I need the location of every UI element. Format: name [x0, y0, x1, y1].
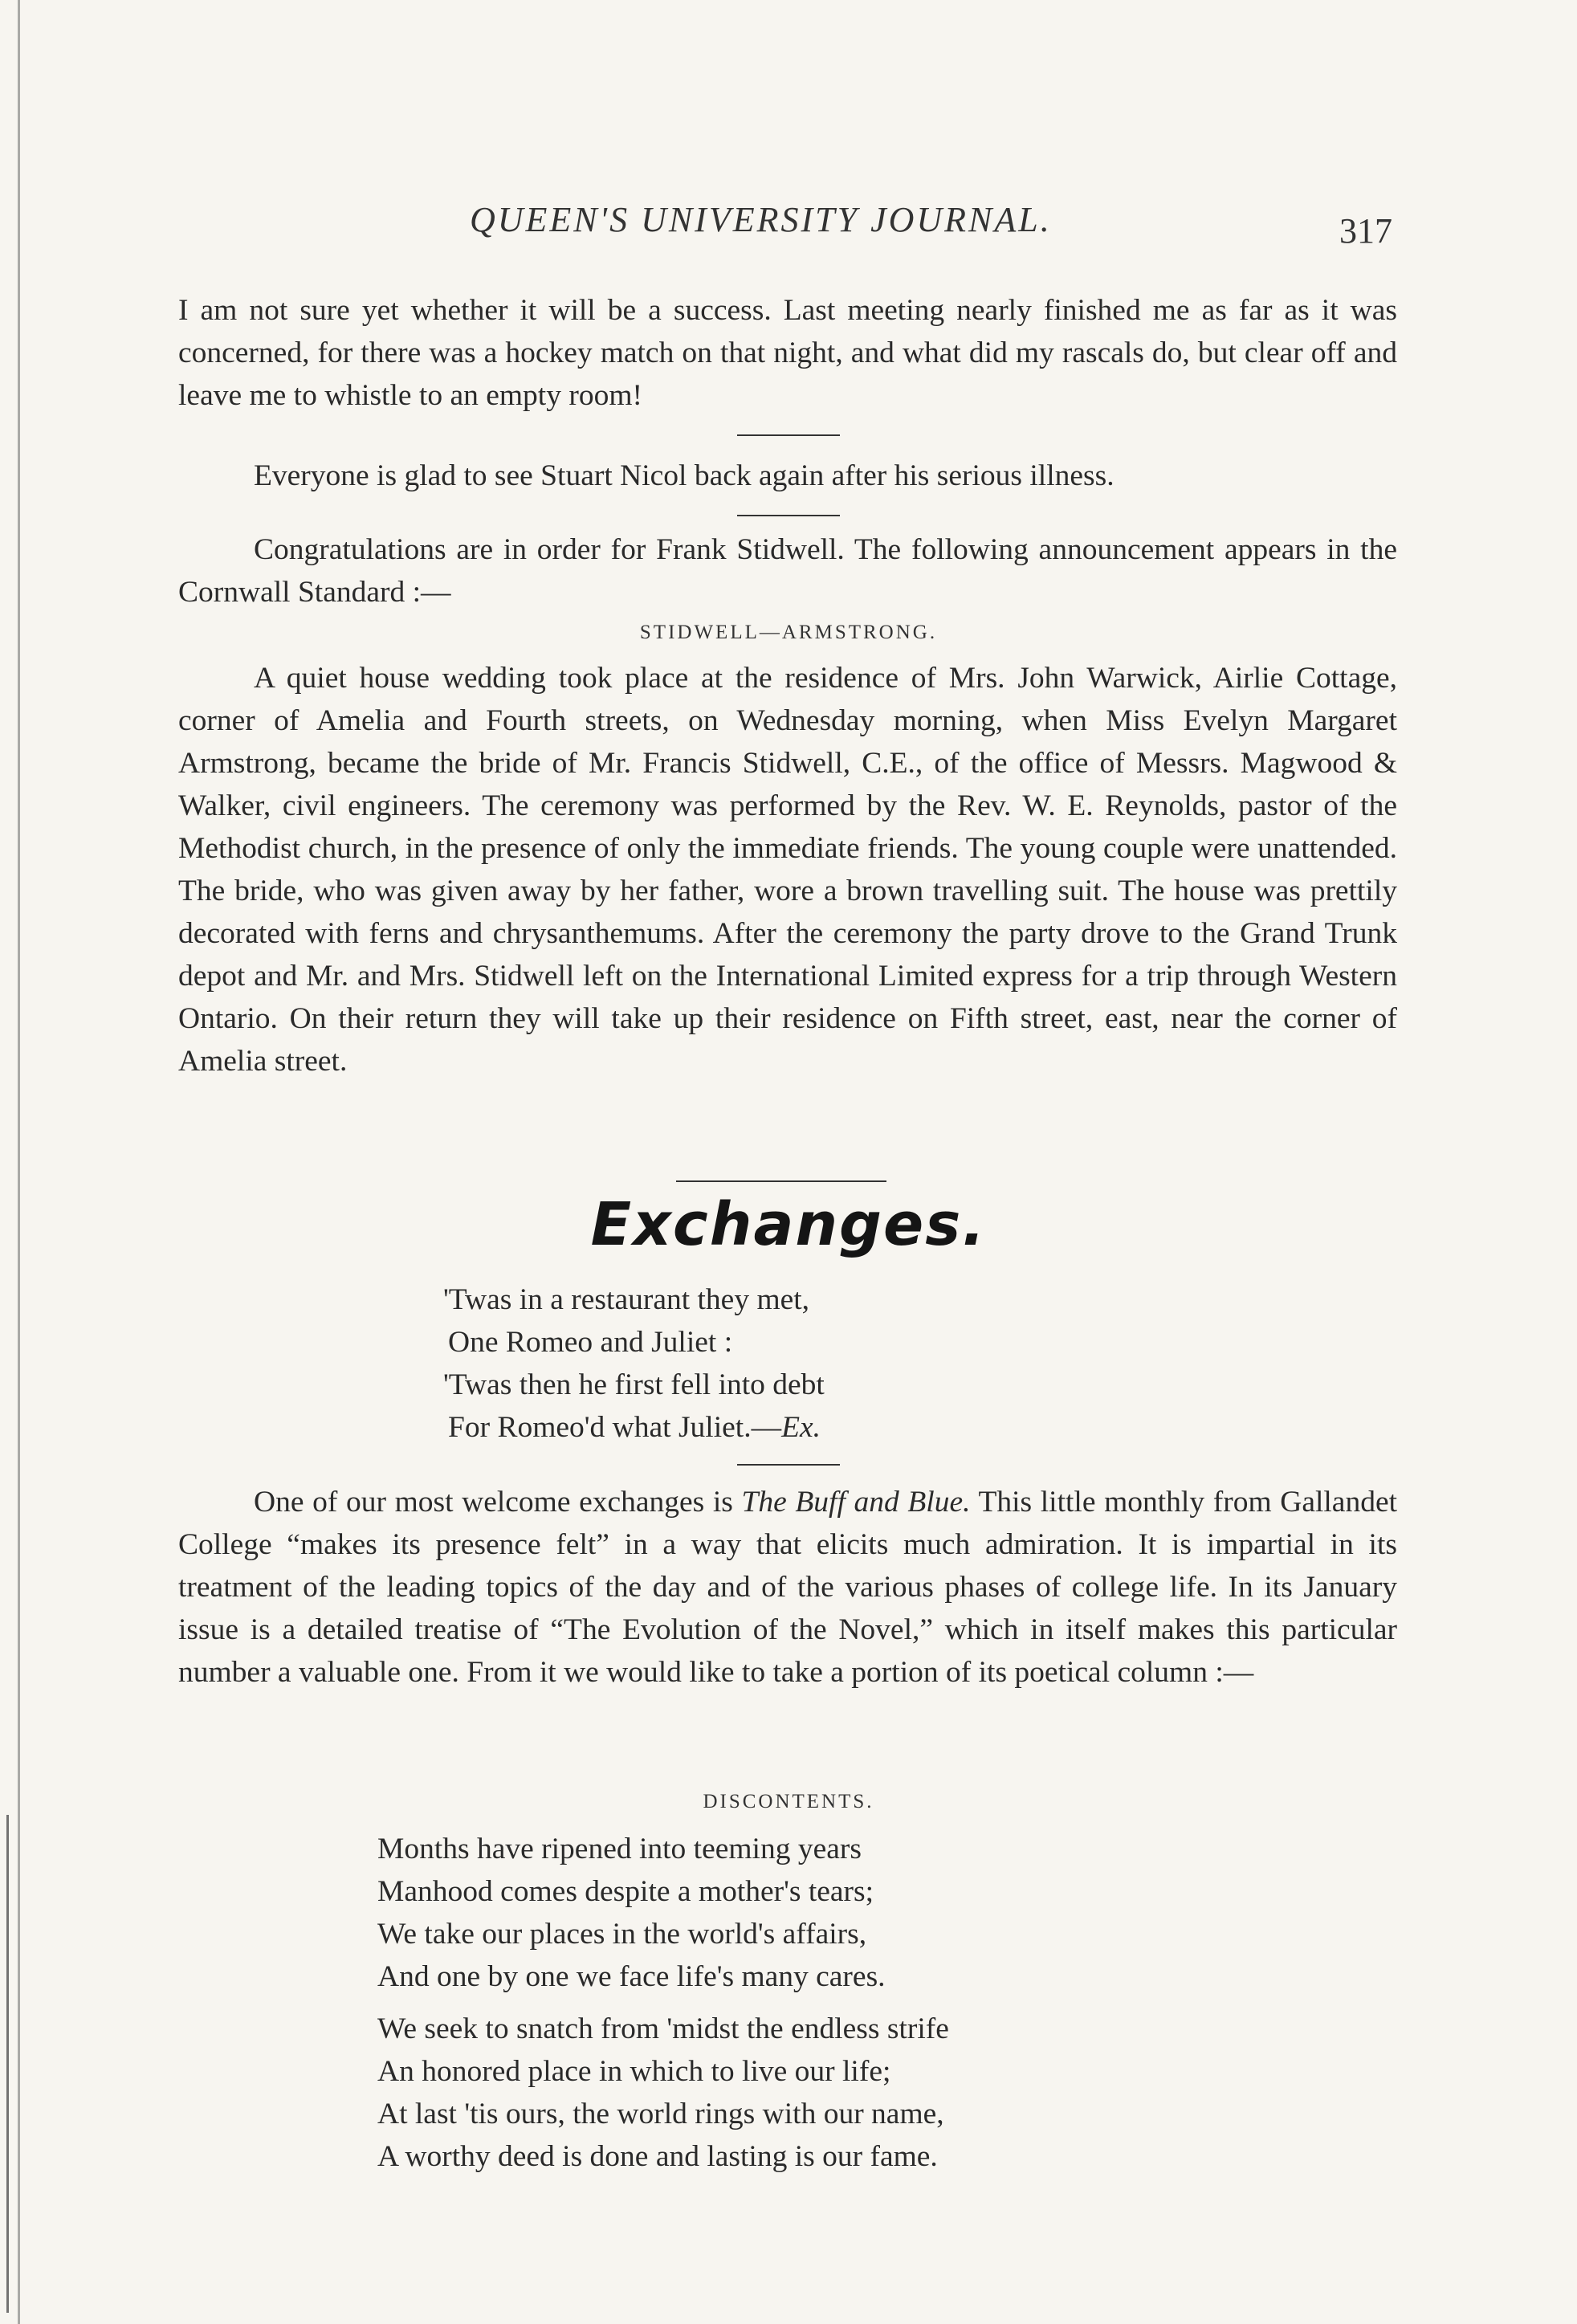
verse-line: 'Twas then he first fell into debt: [443, 1368, 825, 1401]
poem-line: A worthy deed is done and lasting is our fame.: [377, 2140, 938, 2173]
poem-line: We seek to snatch from 'midst the endless strife: [377, 2012, 949, 2045]
buff-and-blue-title: The Buff and Blue.: [741, 1486, 971, 1519]
exchanges-heading: Exchanges.: [590, 1190, 987, 1259]
section-rule: [676, 1180, 886, 1182]
poem-stanza-2: [377, 2008, 949, 2178]
verse-line-text: For Romeo'd what Juliet.—: [448, 1411, 782, 1444]
poem-stanza-1: [377, 1828, 886, 1998]
buff-paragraph-block: [178, 1481, 1397, 1694]
poem-line: And one by one we face life's many cares.: [377, 1960, 886, 1993]
separator-rule: [737, 434, 840, 436]
verse-source: Ex.: [781, 1411, 821, 1444]
intro-paragraph-block: [178, 289, 1397, 417]
verse-line: One Romeo and Juliet :: [448, 1326, 733, 1359]
wedding-heading: STIDWELL—ARMSTRONG.: [639, 622, 938, 643]
poem-line: An honored place in which to live our life;: [377, 2055, 891, 2088]
running-title: QUEEN'S UNIVERSITY JOURNAL.: [470, 200, 1052, 239]
poem-line: Manhood comes despite a mother's tears;: [377, 1875, 874, 1908]
poem-line: Months have ripened into teeming years: [377, 1833, 862, 1865]
wedding-paragraph-block: [178, 657, 1397, 1082]
page-header: [0, 199, 1577, 255]
congrats-paragraph: Congratulations are in order for Frank Stidwell. The following announcement appears in the Cornwall Standard :—: [178, 533, 1397, 609]
poem-title: DISCONTENTS.: [703, 1791, 874, 1812]
separator-rule: [737, 515, 840, 516]
buff-text-start: One of our most welcome exchanges is: [254, 1486, 742, 1519]
verse-line: [448, 1406, 825, 1449]
buff-text-end: This little monthly from Gallandet College “makes its presence felt” in a way that elicits much admiration. It is impartial in its treatment of the leading topics of the day and of the various phases of college life. In its January issue is a detailed treatise of “The Evolution of the Novel,” which in itself makes this particular number a valuable one. From it we would like to take a portion of its poetical column :—: [178, 1486, 1398, 1689]
wedding-paragraph: A quiet house wedding took place at the residence of Mrs. John Warwick, Airlie Cottage, corner of Amelia and Fourth streets, on Wednesday morning, when Miss Evelyn Margaret Armstrong, became the bride of Mr. Francis Stidwell, C.E., of the office of Messrs. Magwood & Walker, civil engineers. The ceremony was performed by the Rev. W. E. Reynolds, pastor of the Methodist church, in the presence of only the immediate friends. The young couple were unattended. The bride, who was given away by her father, wore a brown travelling suit. The house was prettily decorated with ferns and chrysanthemums. After the ceremony the party drove to the Grand Trunk depot and Mr. and Mrs. Stidwell left on the International Limited express for a trip through Western Ontario. On their return they will take up their residence on Fifth street, east, near the corner of Amelia street.: [178, 662, 1397, 1078]
intro-paragraph: I am not sure yet whether it will be a success. Last meeting nearly finished me as far as it was concerned, for there was a hockey match on that night, and what did my rascals do, but clear off and leave me to whistle to an empty room!: [178, 294, 1397, 412]
nicol-paragraph: Everyone is glad to see Stuart Nicol back again after his serious illness.: [254, 459, 1114, 492]
romeo-verse: [443, 1278, 825, 1449]
nicol-paragraph-block: [178, 455, 1397, 497]
poem-line: We take our places in the world's affairs,: [377, 1918, 867, 1951]
poem-line: At last 'tis ours, the world rings with our name,: [377, 2098, 944, 2130]
buff-paragraph: [178, 1481, 1397, 1694]
congrats-paragraph-block: [178, 528, 1397, 614]
separator-rule: [737, 1464, 840, 1466]
page-number: 317: [1339, 211, 1392, 251]
page-edge-shadow: [18, 0, 20, 2324]
verse-line: 'Twas in a restaurant they met,: [443, 1283, 810, 1316]
page-edge-shadow-lower: [6, 1815, 9, 2313]
